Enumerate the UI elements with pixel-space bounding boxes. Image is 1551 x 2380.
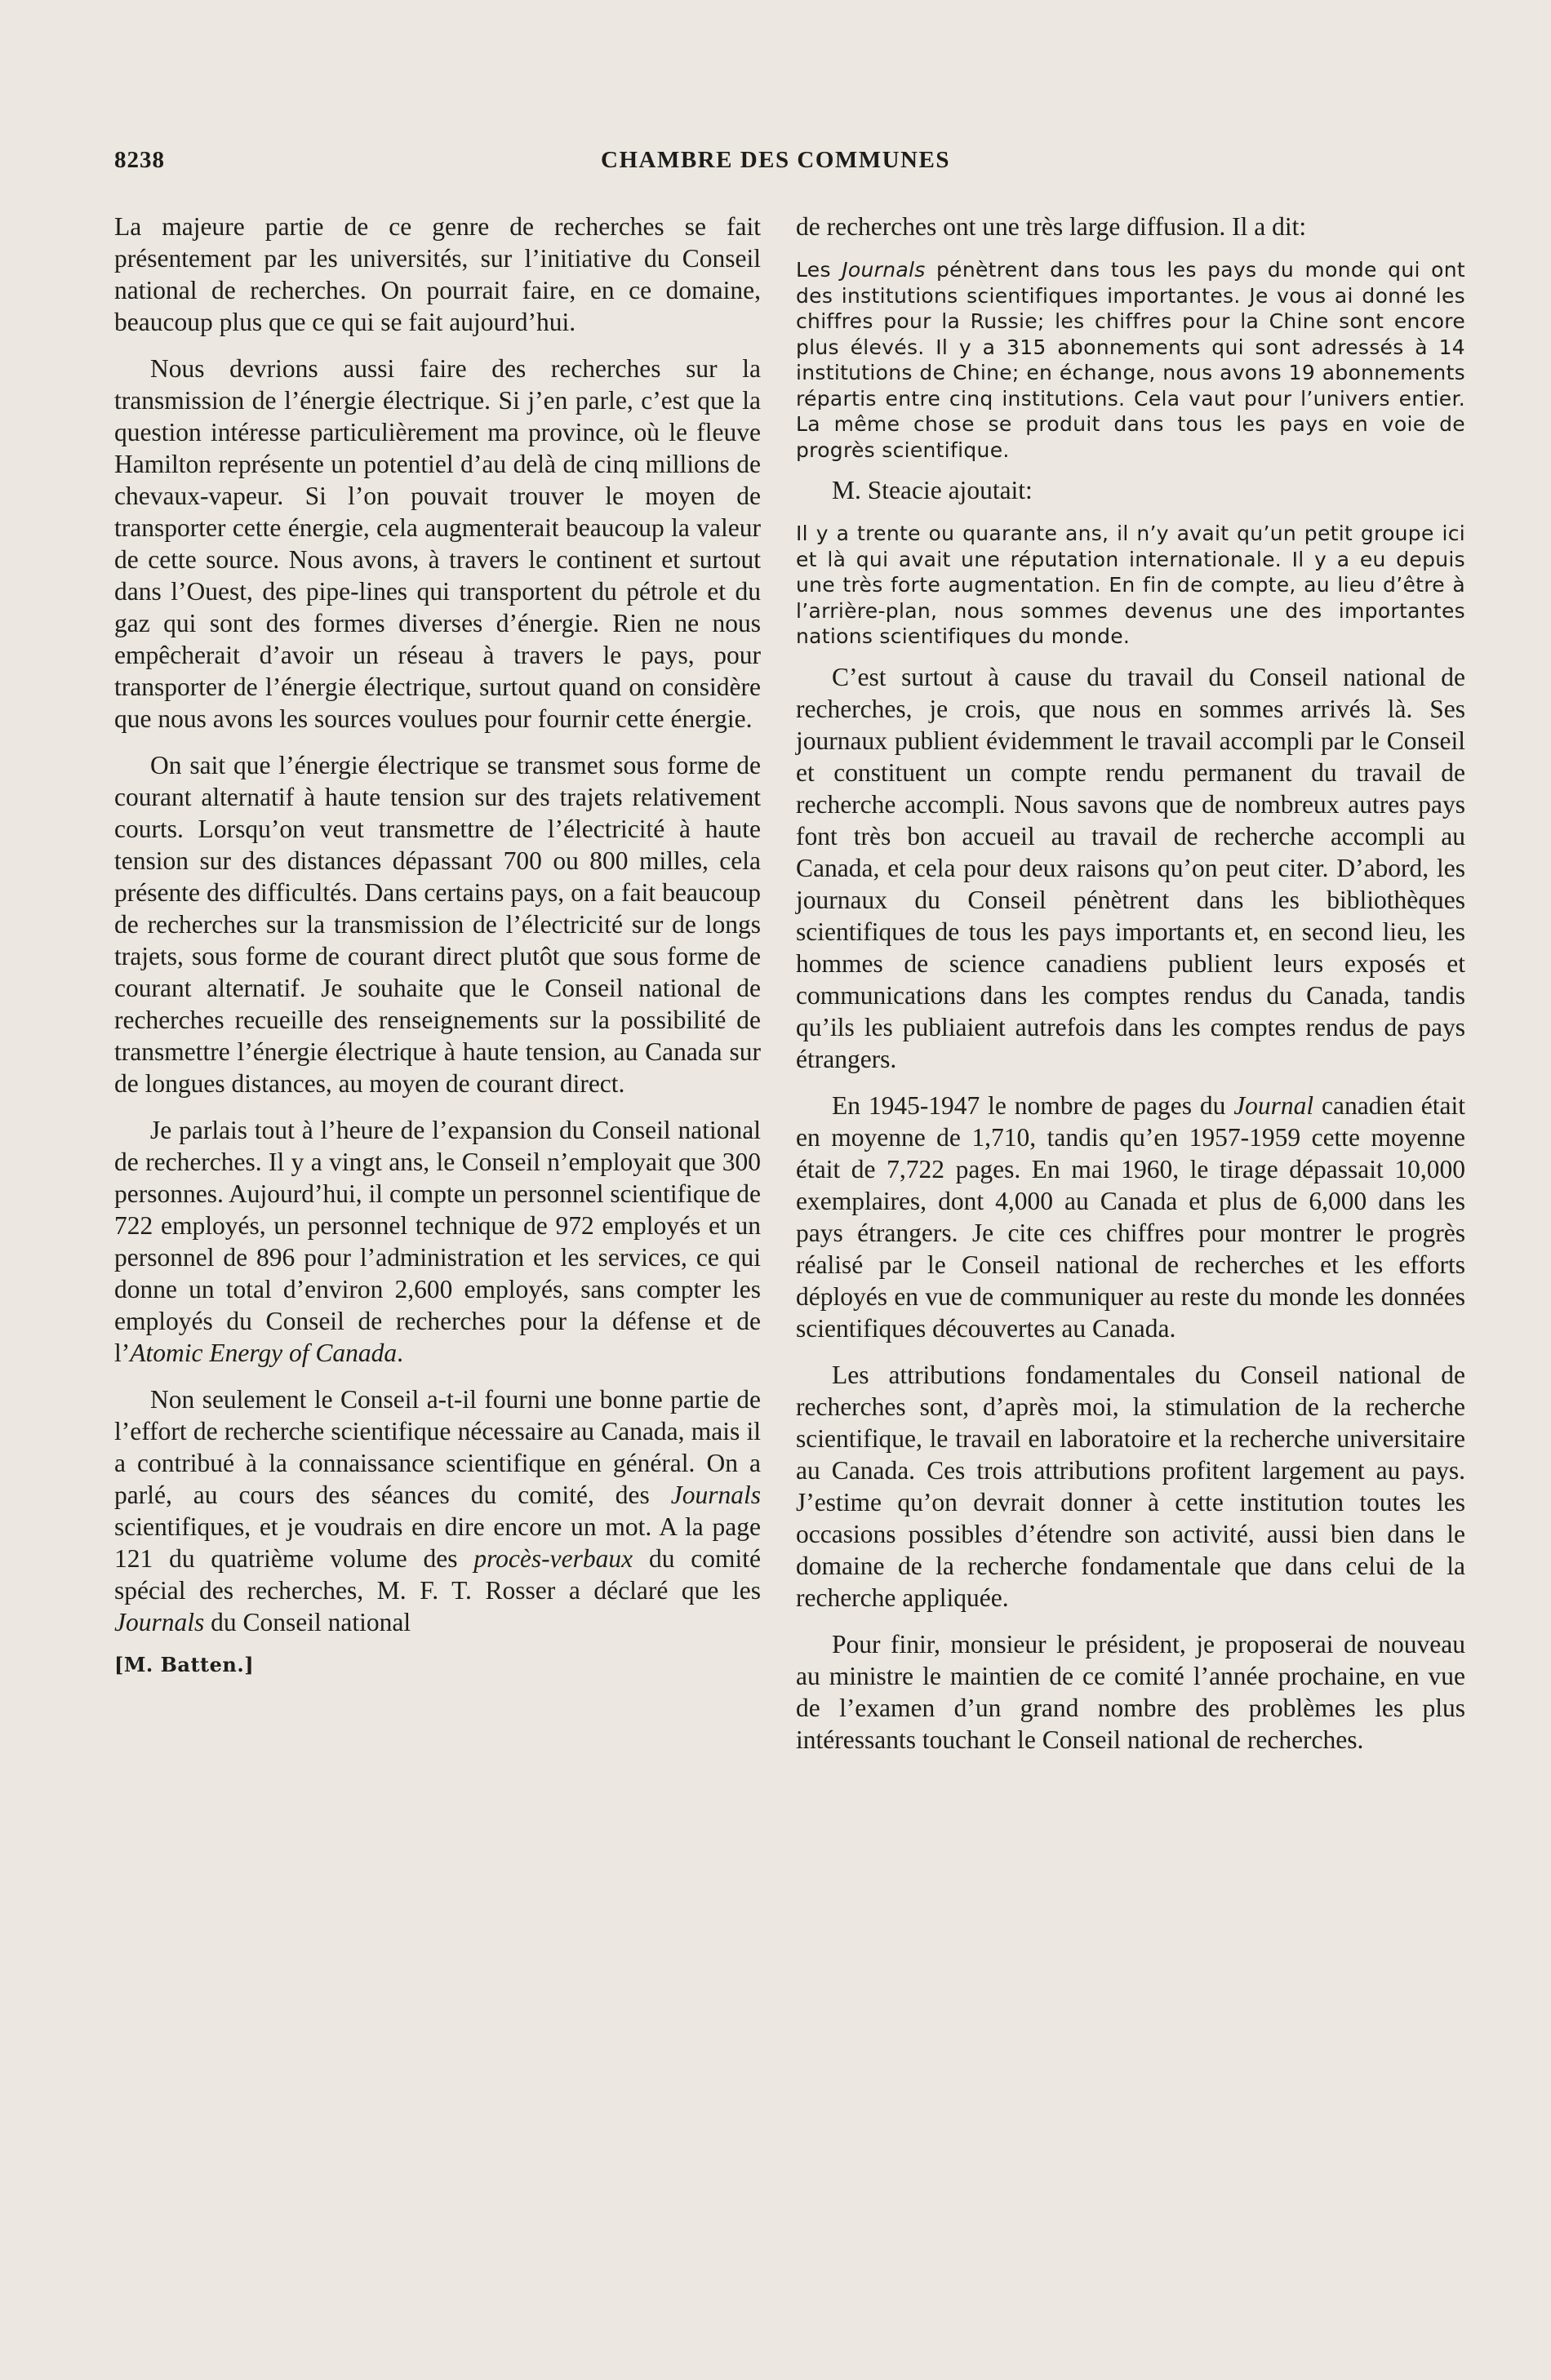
paragraph [796,1090,1465,1344]
paragraph [114,1114,761,1369]
italic-text: Journals [114,1608,205,1636]
paragraph: Nous devrions aussi faire des recherches sur la transmission de l’énergie électrique. Si j’en parle, c’est que la question intéresse particulièrement ma province, où le fleuve Hamilton représente un potentiel d’au delà de cinq millions de chevaux-vapeur. Si l’on pouvait trouver le moyen de transporter cette énergie, cela augmenterait beaucoup la valeur de cette source. Nous avons, à travers le continent et surtout dans l’Ouest, des pipe-lines qui transportent du pétrole et du gaz qui sont des formes diverses d’énergie. Rien ne nous empêcherait d’avoir un réseau à travers le pays, pour transporter de l’énergie électrique, surtout quand on considère que nous avons les sources voulues pour fournir cette énergie. [114,354,761,733]
block-quote [796,257,1465,463]
paragraph: On sait que l’énergie électrique se transmet sous forme de courant alternatif à haute tension sur des trajets relativement courts. Lorsqu’on veut transmettre de l’électricité à haute tension sur des distances dépassant 700 ou 800 milles, cela présente des difficultés. Dans certains pays, on a fait beaucoup de recherches sur la transmission de l’électricité sur de longs trajets, sous forme de courant direct plutôt que sous forme de courant alternatif. Je souhaite que le Conseil national de recherches recueille des renseignements sur la possibilité de transmettre l’énergie électrique à haute tension, au Canada sur de longues distances, au moyen de courant direct. [114,751,761,1098]
text-run: du comité spécial des recherches, M. F. T. Rosser a déclaré que les [114,1544,761,1605]
text-run: canadien était en moyenne de 1,710, tandis qu’en 1957-1959 cette moyenne était de 7,722 pages. En mai 1960, le tirage dépassait 10,000 exemplaires, dont 4,000 au Canada et plus de 6,000 dans les pays étrangers. Je cite ces chiffres pour montrer le progrès réalisé par le Conseil national de recherches et les efforts déployés en vue de communiquer au reste du monde les données scientifiques découvertes au Canada. [796,1090,1465,1343]
paragraph: La majeure partie de ce genre de recherches se fait présentement par les universités, sur l’initiative du Conseil national de recherches. On pourrait faire, en ce domaine, beaucoup plus que ce qui se fait aujourd’hui. [114,212,761,336]
paragraph: Les attributions fondamentales du Conseil national de recherches sont, d’après moi, la stimulation de la recherche scientifique, le travail en laboratoire et la recherche universitaire au Canada. Ces trois attributions profitent largement au pays. J’estime qu’on devrait donner à cette institution toutes les occasions possibles d’étendre son activité, aussi bien dans le domaine de la recherche fondamentale que dans celui de la recherche appliquée. [796,1360,1465,1612]
paragraph: Pour finir, monsieur le président, je proposerai de nouveau au ministre le maintien de ce comité l’année prochaine, en vue de l’examen d’un grand nombre des problèmes les plus intéressants touchant le Conseil national de recherches. [796,1629,1465,1754]
text-run: . [397,1339,404,1367]
italic-text: procès-verbaux [473,1544,633,1573]
paragraph: C’est surtout à cause du travail du Conseil national de recherches, je crois, que nous en sommes arrivés là. Ses journaux publient évidemment le travail accompli par le Conseil et constituent un compte rendu permanent du travail de recherche accompli. Nous savons que de nombreux autres pays font très bon accueil au travail de recherche accompli au Canada, et cela pour deux raisons qu’on peut citer. D’abord, les journaux du Conseil pénètrent dans les bibliothèques scientifiques de tous les pays importants et, en second lieu, les hommes de science canadiens publient leurs exposés et communications dans les comptes rendus du Canada, tandis qu’ils les publiaient autrefois dans les comptes rendus de pays étrangers. [796,662,1465,1073]
left-column [114,211,761,1676]
paragraph [114,1383,761,1638]
text-run: Je parlais tout à l’heure de l’expansion du Conseil national de recherches. Il y a vingt ans, le Conseil n’employait que 300 personnes. Aujourd’hui, il compte un personnel scientifique de 722 employés, un personnel technique de 972 employés et un personnel de 896 pour l’administration et les services, ce qui donne un total d’environ 2,600 employés, sans compter les employés du Conseil de recherches pour la défense et de l’ [114,1116,761,1367]
speaker-attribution: [M. Batten.] [114,1653,255,1676]
text-run: Les [796,258,842,282]
italic-text: Journals [842,258,926,282]
italic-text: Journals [670,1481,761,1509]
paragraph: de recherches ont une très large diffusion. Il a dit: [796,212,1307,241]
page-number: 8238 [114,147,165,173]
italic-text: Journal [1233,1090,1314,1120]
block-quote: Il y a trente ou quarante ans, il n’y avait qu’un petit groupe ici et là qui avait une réputation internationale. Il y a eu depuis une très forte augmentation. En fin de compte, au lieu d’être à l’arrière-plan, nous sommes devenus une des importantes nations scientifiques du monde. [796,522,1465,648]
text-run: scientifiques, et je voudrais en dire encore un mot. A la page 121 du quatrième volume des [114,1512,761,1573]
right-column [796,211,1465,1770]
running-head: CHAMBRE DES COMMUNES [601,147,950,173]
italic-text: Atomic Energy of Canada [130,1339,398,1367]
text-run: du Conseil national [204,1608,411,1636]
text-run: pénètrent dans tous les pays du monde qui ont des institutions scientifiques importantes. Je vous ai donné les chiffres pour la Russie; les chiffres pour la Chine sont encore plus élevés. Il y a 315 abonnements qui sont adressés à 14 institutions de Chine; en échange, nous avons 19 abonnements répartis entre cinq institutions. Cela vaut pour l’univers entier. La même chose se produit dans tous les pays en voie de progrès scientifique. [796,258,1465,462]
text-run: En 1945-1947 le nombre de pages du [832,1090,1234,1120]
text-run: Non seulement le Conseil a-t-il fourni une bonne partie de l’effort de recherche scientifique nécessaire au Canada, mais il a contribué à la connaissance scientifique en général. On a parlé, au cours des séances du comité, des [114,1385,761,1509]
paragraph: M. Steacie ajoutait: [832,476,1033,504]
